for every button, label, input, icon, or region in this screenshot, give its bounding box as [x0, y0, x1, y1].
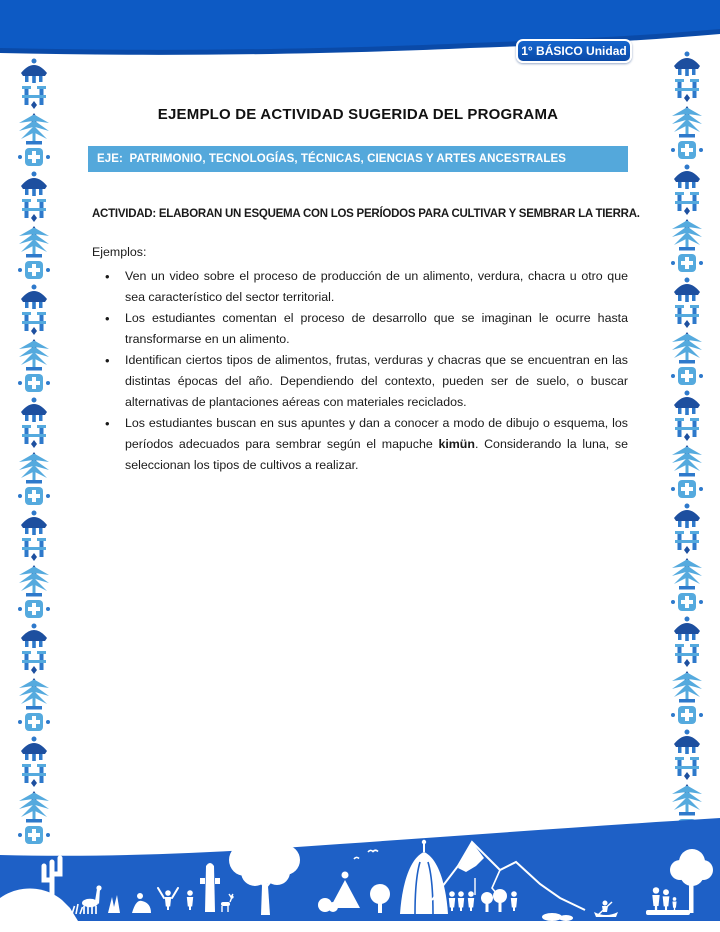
list-item	[125, 308, 628, 350]
content-area	[88, 0, 640, 476]
bullet-text: Identifican ciertos tipos de alimentos, frutas, verduras y chacras que se encuentran en las distintas épocas del año. Dependiendo del contexto, pueden ser de suelo, o buscar alternativas de plantaciones aéreas con materiales reciclados.	[125, 353, 628, 409]
examples-list	[88, 266, 628, 476]
bullet-text: Ven un video sobre el proceso de producción de un alimento, verdura, chacra u otro que sea característico del sector territorial.	[125, 269, 628, 304]
page-title: EJEMPLO DE ACTIVIDAD SUGERIDA DEL PROGRAMA	[157, 106, 559, 123]
bullet-text-bold: kimün	[438, 437, 475, 451]
list-item	[125, 350, 628, 413]
list-item	[125, 413, 628, 476]
footer-landscape-illustration	[0, 800, 720, 932]
list-item	[125, 266, 628, 308]
bullet-text-pre: Los estudiantes buscan en sus apuntes y dan a conocer a modo de dibujo o esquema, los períodos adecuados para sembrar según el mapuche	[125, 416, 628, 451]
activity-heading: ACTIVIDAD: ELABORAN UN ESQUEMA CON LOS PERÍODOS PARA CULTIVAR Y SEMBRAR LA TIERRA.	[92, 208, 640, 220]
left-ornament-border	[14, 57, 54, 848]
examples-label: Ejemplos:	[92, 245, 147, 259]
bullet-text-post: . Considerando la luna, se seleccionan los tipos de cultivos a realizar.	[125, 437, 628, 472]
eje-banner: EJE: PATRIMONIO, TECNOLOGÍAS, TÉCNICAS, CIENCIAS Y ARTES ANCESTRALES	[88, 146, 628, 172]
bullet-text: Los estudiantes comentan el proceso de desarrollo que se imaginan le ocurre hasta transformarse en un alimento.	[125, 311, 628, 346]
right-ornament-border	[667, 50, 707, 841]
unit-badge: 1° BÁSICO Unidad 3	[516, 39, 632, 63]
